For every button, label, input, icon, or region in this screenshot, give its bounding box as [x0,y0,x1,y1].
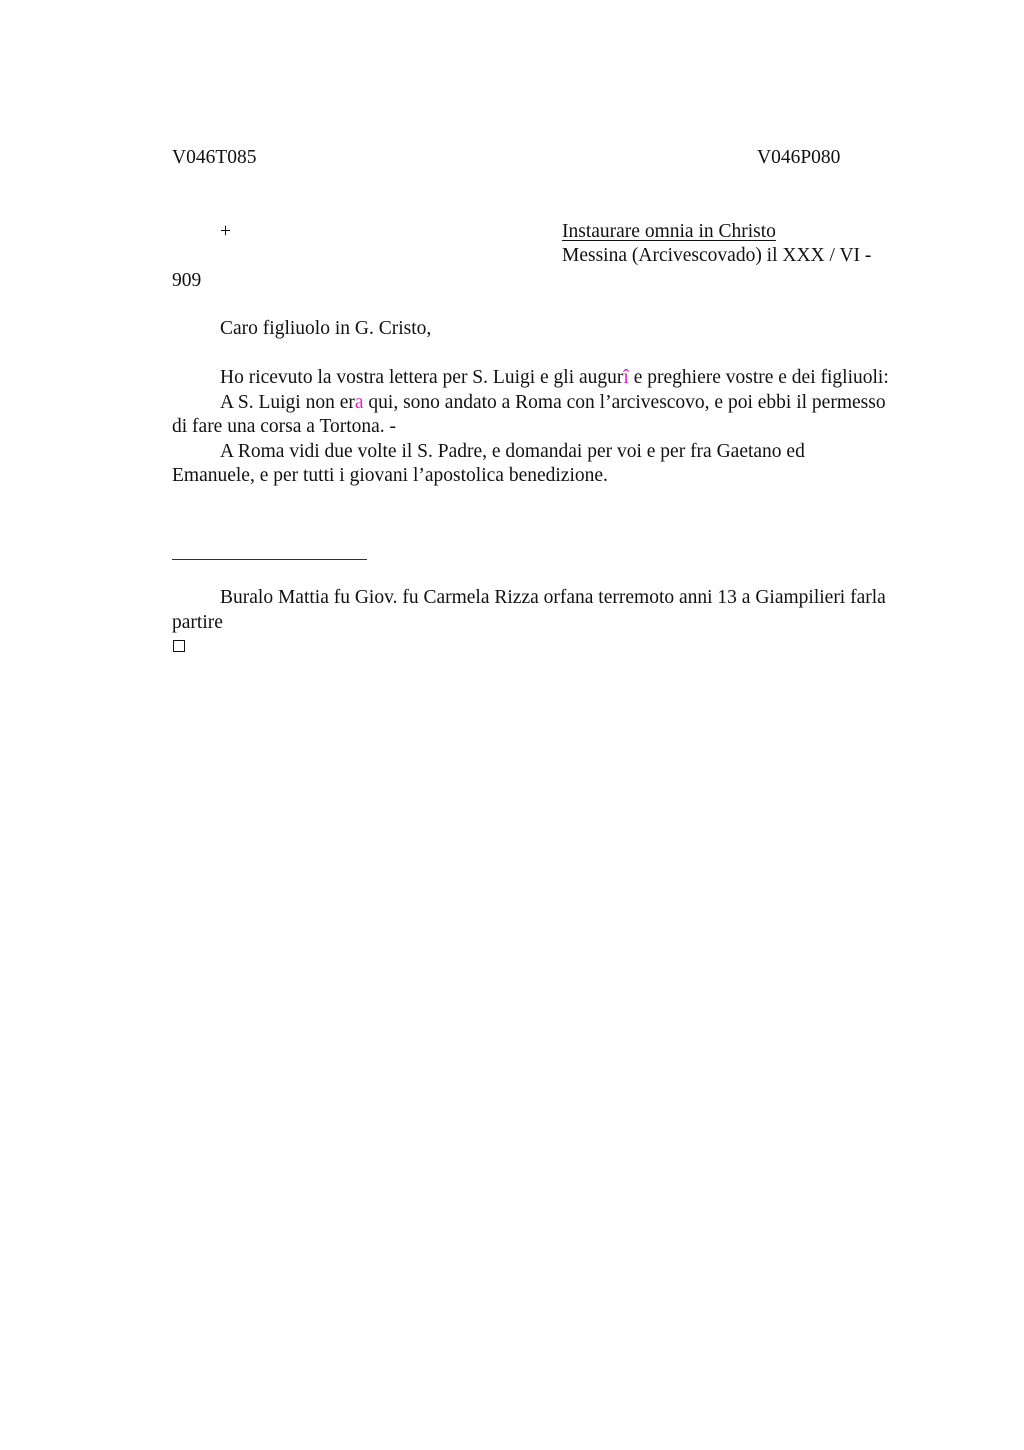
paragraph-2-text-start: A S. Luigi non er [220,391,355,413]
highlighted-character: a [354,391,364,413]
letter-body [172,366,892,489]
paragraph-2-text-end: qui, sono andato a Roma con l’arcivescovo, e poi ebbi il permesso di fare una corsa a Tortona. - [172,391,886,437]
empty-box-icon [173,640,185,652]
footnote-separator [172,559,367,560]
cross-symbol: + [220,221,231,242]
paragraph-2 [172,391,892,440]
footnote [172,586,892,635]
place-and-date: Messina (Arcivescovado) il XXX / VI - [562,245,872,266]
salutation: Caro figliuolo in G. Cristo, [220,318,432,339]
paragraph-3: A Roma vidi due volte il S. Padre, e domandai per voi e per fra Gaetano ed Emanuele, e per tutti i giovani l’apostolica benedizione. [172,440,805,486]
paragraph-1-text-end: e preghiere vostre e dei figliuoli: [628,367,889,388]
letterhead-motto: Instaurare omnia in Christo [562,221,776,242]
archive-code-right: V046P080 [757,147,841,168]
paragraph-1 [172,366,892,391]
footnote-text: Buralo Mattia fu Giov. fu Carmela Rizza orfana terremoto anni 13 a Giampilieri farla partire [172,587,886,633]
archive-code-left: V046T085 [172,147,257,168]
date-year: 909 [172,270,202,291]
highlighted-character: î [623,367,629,388]
paragraph-1-text-start: Ho ricevuto la vostra lettera per S. Luigi e gli augur [220,367,624,388]
